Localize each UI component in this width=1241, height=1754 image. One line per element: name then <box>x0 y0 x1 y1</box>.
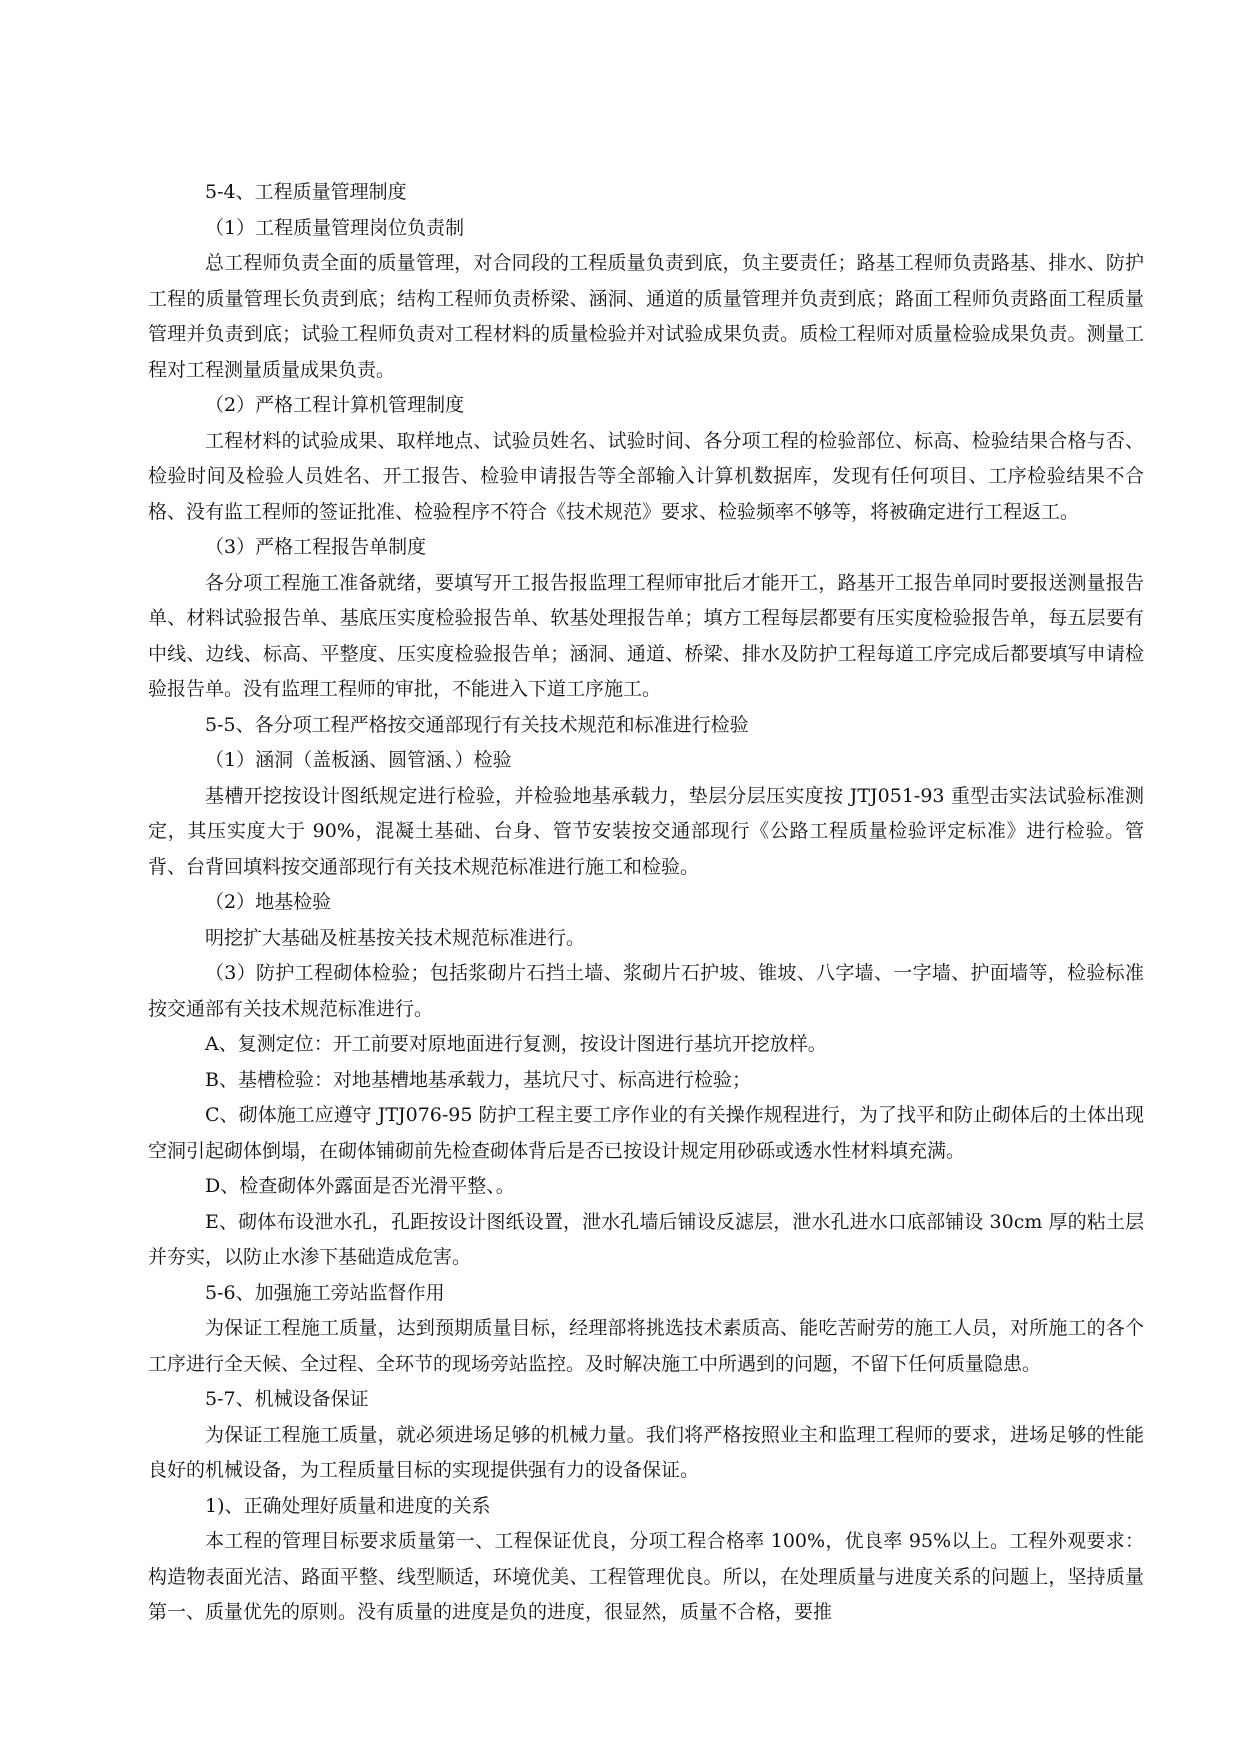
section-heading-5-6: 5-6、加强施工旁站监督作用 <box>205 1281 445 1304</box>
section-heading-5-5: 5-5、各分项工程严格按交通部现行有关技术规范和标准进行检验 <box>205 713 749 736</box>
paragraph-item-d: D、检查砌体外露面是否光滑平整、。 <box>205 1175 515 1197</box>
paragraph-report-system: 各分项工程施工准备就绪，要填写开工报告报监理工程师审批后才能开工，路基开工报告单同时要报送测量报告单、材料试验报告单、基底压实度检验报告单、软基处理报告单；填方工程每层都要有压实度检验报告单，每五层要有中线、边线、标高、平整度、压实度检验报告单；涵洞、通道、桥梁、排水及防护工程每道工序完成后都要填写申请检验报告单。没有监理工程师的审批，不能进入下道工序施工。 <box>148 571 1144 700</box>
paragraph-foundation-inspection: 明挖扩大基础及桩基按关技术规范标准进行。 <box>205 926 586 949</box>
subheading-quality-progress: 1)、正确处理好质量和进度的关系 <box>205 1494 491 1517</box>
paragraph-quality-progress: 本工程的管理目标要求质量第一、工程保证优良，分项工程合格率 100%，优良率 95%以上。工程外观要求：构造物表面光洁、路面平整、线型顺适，环境优美、工程管理优良。所以，在处理质量与进度关系的问题上，坚持质量第一、质量优先的原则。没有质量的进度是负的进度，很显然，质量不合格，要推 <box>148 1530 1144 1623</box>
subheading-culvert-inspection: （1）涵洞（盖板涵、圆管涵、）检验 <box>205 749 512 771</box>
paragraph-culvert-inspection: 基槽开挖按设计图纸规定进行检验，并检验地基承载力，垫层分层压实度按 JTJ051-93 重型击实法试验标准测定，其压实度大于 90%，混凝土基础、台身、管节安装按交通部现行《公路工程质量检验评定标准》进行检验。管背、台背回填料按交通部现行有关技术规范标准进行施工和检验。 <box>148 784 1144 878</box>
paragraph-quality-responsibility: 总工程师负责全面的质量管理，对合同段的工程质量负责到底，负主要责任；路基工程师负责路基、排水、防护工程的质量管理长负责到底；结构工程师负责桥梁、涵洞、通道的质量管理并负责到底；路面工程师负责路面工程质量管理并负责到底；试验工程师负责对工程材料的质量检验并对试验成果负责。质检工程师对质量检验成果负责。测量工程对工程测量质量成果负责。 <box>148 252 1144 381</box>
paragraph-supervision: 为保证工程施工质量，达到预期质量目标，经理部将挑选技术素质高、能吃苦耐劳的施工人员，对所施工的各个工序进行全天候、全过程、全环节的现场旁站监控。及时解决施工中所遇到的问题，不留下任何质量隐患。 <box>148 1317 1144 1375</box>
paragraph-item-b: B、基槽检验：对地基槽地基承载力，基坑尺寸、标高进行检验； <box>205 1068 751 1091</box>
paragraph-item-c: C、砌体施工应遵守 JTJ076-95 防护工程主要工序作业的有关操作规程进行，为了找平和防止砌体后的土体出现空洞引起砌体倒塌，在砌体铺砌前先检查砌体背后是否已按设计规定用砂砾或透水性材料填充满。 <box>148 1104 1144 1162</box>
paragraph-item-a: A、复测定位：开工前要对原地面进行复测，按设计图进行基坑开挖放样。 <box>205 1033 827 1055</box>
subheading-report-system: （3）严格工程报告单制度 <box>205 536 427 558</box>
section-heading-5-7: 5-7、机械设备保证 <box>205 1388 369 1410</box>
subheading-foundation-inspection: （2）地基检验 <box>205 891 332 913</box>
subheading-computer-management: （2）严格工程计算机管理制度 <box>205 394 465 416</box>
subheading-masonry-inspection: （3）防护工程砌体检验；包括浆砌片石挡土墙、浆砌片石护坡、锥坡、八字墙、一字墙、护面墙等，检验标准按交通部有关技术规范标准进行。 <box>148 962 1144 1020</box>
paragraph-equipment: 为保证工程施工质量，就必须进场足够的机械力量。我们将严格按照业主和监理工程师的要求，进场足够的性能良好的机械设备，为工程质量目标的实现提供强有力的设备保证。 <box>148 1423 1144 1481</box>
document-page <box>148 175 1144 1631</box>
subheading-quality-responsibility: （1）工程质量管理岗位负责制 <box>205 216 465 239</box>
section-heading-5-4: 5-4、工程质量管理制度 <box>205 181 407 203</box>
paragraph-computer-management: 工程材料的试验成果、取样地点、试验员姓名、试验时间、各分项工程的检验部位、标高、检验结果合格与否、检验时间及检验人员姓名、开工报告、检验申请报告等全部输入计算机数据库，发现有任何项目、工序检验结果不合格、没有监工程师的签证批准、检验程序不符合《技术规范》要求、检验频率不够等，将被确定进行工程返工。 <box>148 429 1144 523</box>
paragraph-item-e: E、砌体布设泄水孔，孔距按设计图纸设置，泄水孔墙后铺设反滤层，泄水孔进水口底部铺设 30cm 厚的粘土层并夯实，以防止水渗下基础造成危害。 <box>148 1210 1144 1268</box>
